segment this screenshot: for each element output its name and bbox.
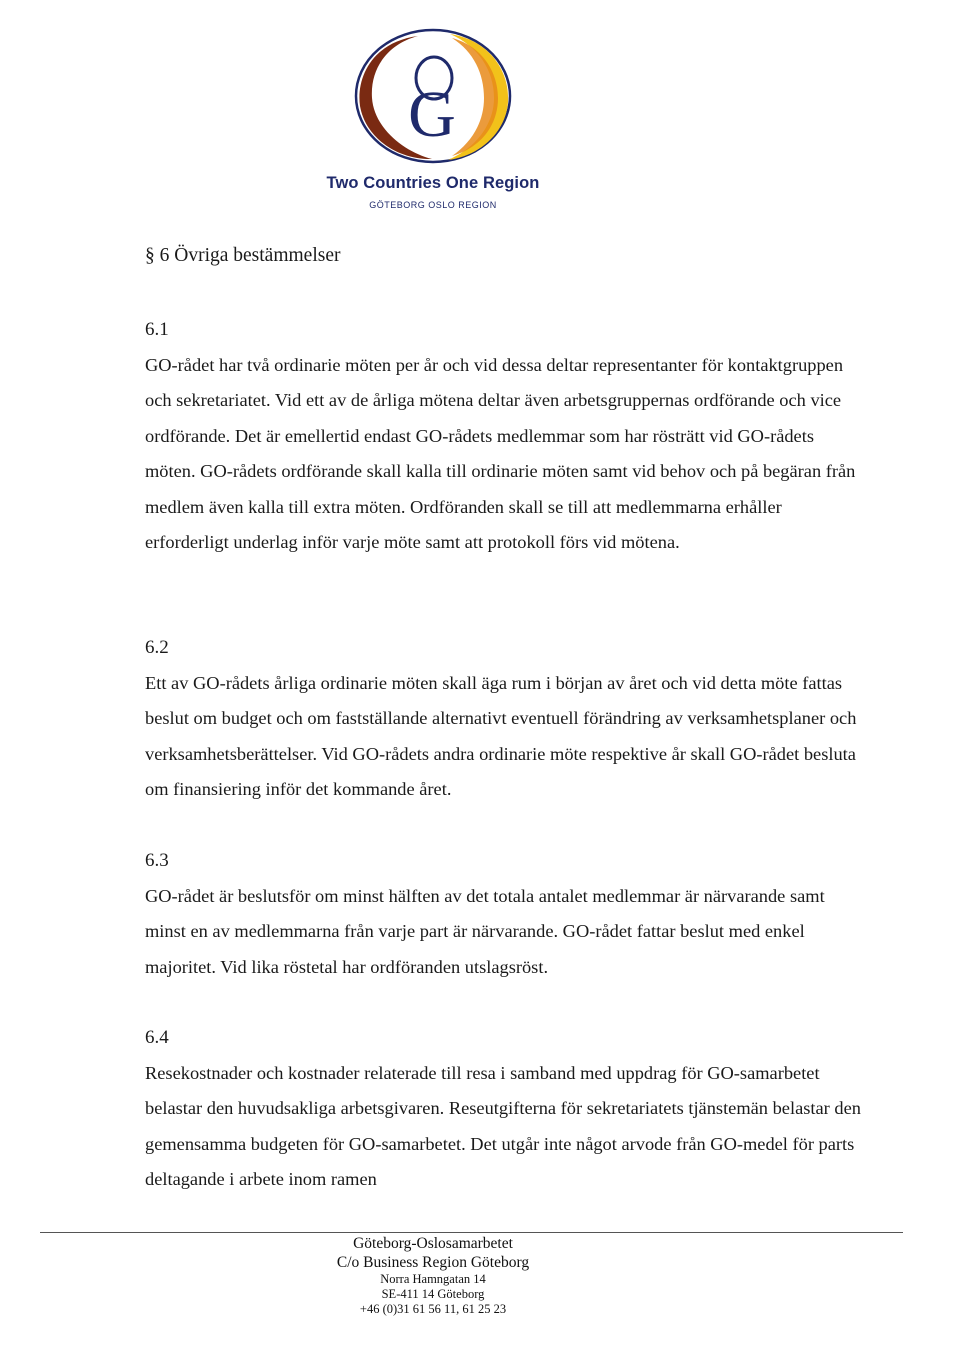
- clause-6-4: [145, 1020, 865, 1198]
- clause-text: Ett av GO-rådets årliga ordinarie möten skall äga rum i början av året och vid detta möte fattas beslut om budget och om fastställande alternativt eventuell förändring av verksamhetsplaner och verksamhetsberättelser. Vid GO-rådets andra ordinarie möte respektive år skall GO-rådet besluta om finansiering inför det kommande året.: [145, 672, 857, 799]
- clause-number: 6.1: [145, 319, 169, 340]
- clause-text: GO-rådet har två ordinarie möten per år och vid dessa deltar representanter för kontaktgruppen och sekretariatet. Vid ett av de årliga mötena deltar även arbetsgruppernas ordförande och vice ordförande. Det är emellertid endast GO-rådets medlemmar som har rösträtt vid GO-rådets möten. GO-rådets ordförande skall kalla till ordinarie möten samt vid behov och på begäran från medlem även kalla till extra möten. Ordföranden skall se till att medlemmarna erhåller erforderligt underlag inför varje möte samt att protokoll förs vid mötena.: [145, 354, 856, 552]
- letterhead: [0, 28, 960, 218]
- clause-text: GO-rådet är beslutsför om minst hälften av det totala antalet medlemmar är närvarande samt minst en av medlemmarna från varje part är närvarande. GO-rådet fattar beslut med enkel majoritet. Vid lika röstetal har ordföranden utslagsröst.: [145, 885, 825, 977]
- footer-org: Göteborg-Oslosamarbetet: [353, 1235, 513, 1252]
- go-region-logo: [352, 28, 514, 168]
- clause-text: Resekostnader och kostnader relaterade till resa i samband med uppdrag för GO-samarbetet belastar den huvudsakliga arbetsgivaren. Reseutgifterna för sekretariatets tjänstemän belastar den gemensamma budgeten för GO-samarbetet. Det utgår inte något arvode från GO-medel för parts deltagande i arbete inom ramen: [145, 1062, 861, 1189]
- section-title: § 6 Övriga bestämmelser: [145, 245, 341, 266]
- brand-subtitle: GÖTEBORG OSLO REGION: [369, 200, 497, 210]
- clause-number: 6.4: [145, 1027, 169, 1048]
- clause-6-3: [145, 843, 865, 985]
- clause-6-1: [145, 312, 865, 561]
- footer-care-of: C/o Business Region Göteborg: [336, 1254, 530, 1271]
- footer-street: Norra Hamngatan 14: [380, 1272, 486, 1286]
- document-body: [145, 240, 865, 1189]
- clause-6-2: [145, 630, 865, 808]
- brand-name: Two Countries One Region: [326, 174, 540, 192]
- footer-address: [250, 1234, 616, 1317]
- clause-number: 6.3: [145, 850, 169, 871]
- clause-number: 6.2: [145, 637, 169, 658]
- footer-postal: SE-411 14 Göteborg: [381, 1287, 485, 1301]
- logo-g-glyph: G: [408, 78, 456, 151]
- footer-phone: +46 (0)31 61 56 11, 61 25 23: [359, 1302, 507, 1316]
- footer-divider: [40, 1232, 903, 1233]
